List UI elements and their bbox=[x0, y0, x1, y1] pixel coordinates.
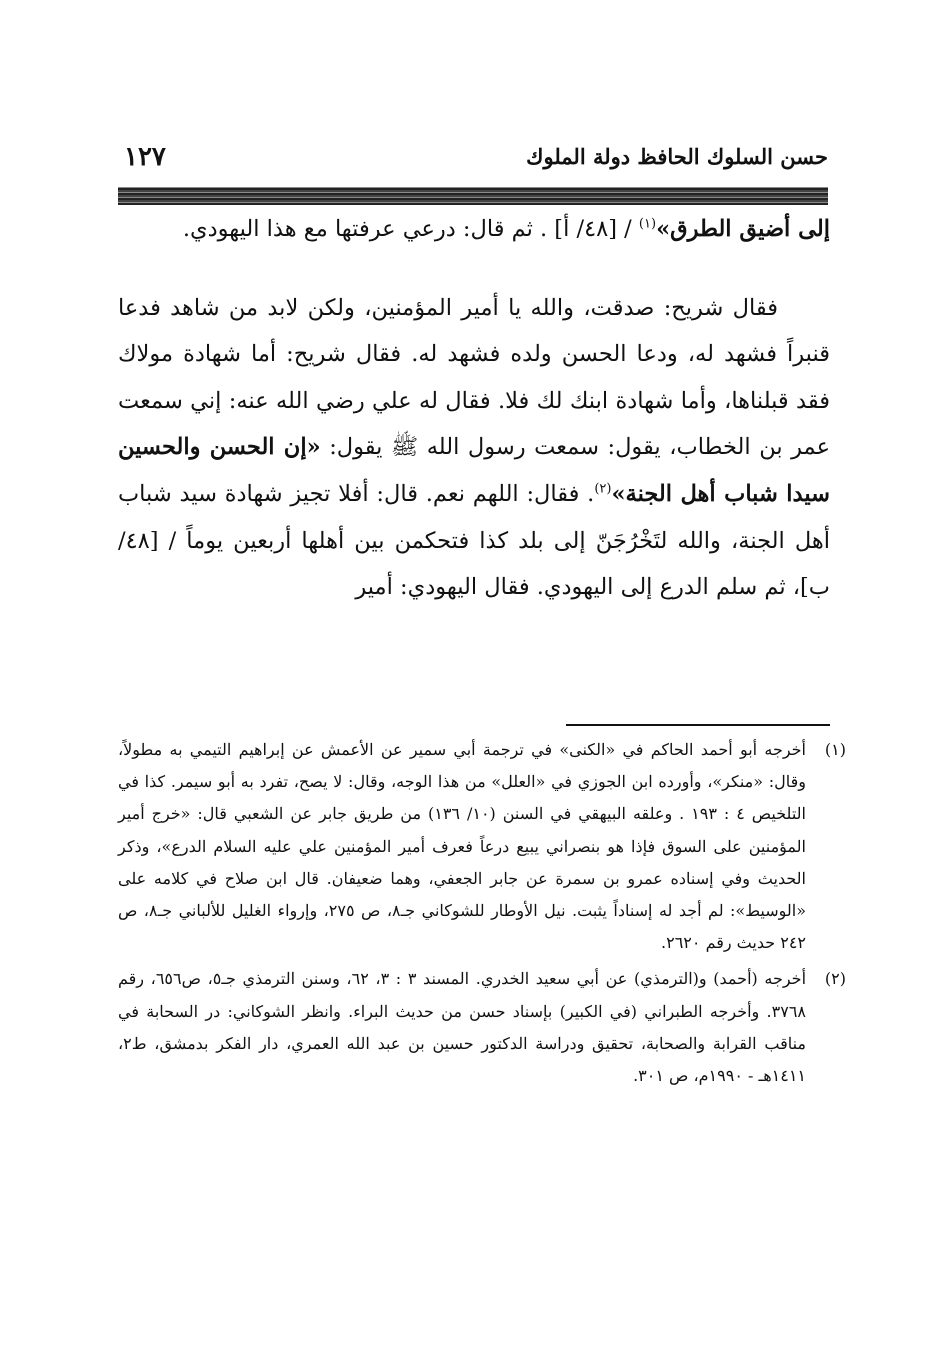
footnote-marker: (١) bbox=[824, 740, 846, 759]
hadith-quote: «إن الحسن والحسين سيدا شباب أهل الجنة» bbox=[118, 434, 830, 507]
main-text bbox=[118, 206, 830, 611]
paragraph-2-text-b: . فقال: اللهم نعم. قال: أفلا تجيز شهادة سيد شباب أهل الجنة، والله لتَخْرُجَنّ إلى بلد كذا فتحكمن بين أهلها أربعين يوماً / [٤٨/ ب]، ثم سلم الدرع إلى اليهودي. فقال اليهودي: أمير bbox=[118, 480, 830, 601]
running-title: حسن السلوك الحافظ دولة الملوك bbox=[526, 144, 828, 169]
header-rule bbox=[118, 187, 828, 205]
footnote-1 bbox=[118, 734, 846, 959]
page-number: ١٢٧ bbox=[124, 142, 166, 172]
paragraph-2-text-a: فقال شريح: صدقت، والله يا أمير المؤمنين، ولكن لابد من شاهد فدعا قنبراً فشهد له، ودعا الحسن ولده فشهد له. فقال شريح: أما شهادة مولاك فقد قبلناها، وأما شهادة ابنك لك فلا. فقال له علي رضي الله عنه: إني سمعت عمر بن الخطاب، يقول: سمعت رسول الله ﷺ يقول: bbox=[118, 294, 830, 461]
footnote-2 bbox=[118, 963, 846, 1092]
quote-end: إلى أضيق الطرق» bbox=[656, 216, 830, 242]
footnote-separator bbox=[566, 724, 830, 726]
footnote-text: أخرجه أبو أحمد الحاكم في «الكنى» في ترجمة أبي سمير عن الأعمش عن إبراهيم التيمي به مطولاً، وقال: «منكر»، وأورده ابن الجوزي في «العلل» من هذا الوجه، وقال: لا يصح، تفرد به أبو سيمر. كذا في التلخيص ٤ : ١٩٣ . وعلقه البيهقي في السنن (١٠/ ١٣٦) من طريق جابر عن الشعبي قال: «خرج أمير المؤمنين على السوق فإذا هو بنصراني يبيع درعاً فعرف أمير المؤمنين علي عليه السلام الدرع»، وذكر الحديث وفي إسناده عمرو بن سمرة عن جابر الجعفي، وهما ضعيفان. قال ابن صلاح في كلامه على «الوسيط»: لم أجد له إسناداً يثبت. نيل الأوطار للشوكاني جـ٨، ص ٢٧٥، وإرواء الغليل للألباني جـ٨، ص ٢٤٢ حديث رقم ٢٦٢٠. bbox=[118, 740, 807, 953]
footnote-marker: (٢) bbox=[824, 969, 846, 989]
footnote-ref-2[interactable]: (٢) bbox=[594, 481, 612, 497]
footnote-text: أخرجه (أحمد) و(الترمذي) عن أبي سعيد الخدري. المسند ٣ : ٣، ٦٢، وسنن الترمذي جـ٥، ص٦٥٦، رقم ٣٧٦٨. وأخرجه الطبراني (في الكبير) بإسناد حسن من حديث البراء. وانظر الشوكاني: در السحابة في مناقب القرابة والصحابة، تحقيق ودراسة الدكتور حسين بن عبد الله العمري، دار الفكر بدمشق، ط٢، ١٤١١هـ - ١٩٩٠م، ص ٣٠١. bbox=[118, 969, 807, 1086]
paragraph-1-text: / [٤٨/ أ] . ثم قال: درعي عرفتها مع هذا اليهودي. bbox=[182, 216, 639, 242]
footnote-ref-1[interactable]: (١) bbox=[638, 216, 657, 232]
paragraph-1 bbox=[118, 206, 830, 253]
paragraph-2 bbox=[118, 285, 830, 611]
footnotes bbox=[118, 734, 846, 1096]
page-header bbox=[118, 132, 828, 184]
